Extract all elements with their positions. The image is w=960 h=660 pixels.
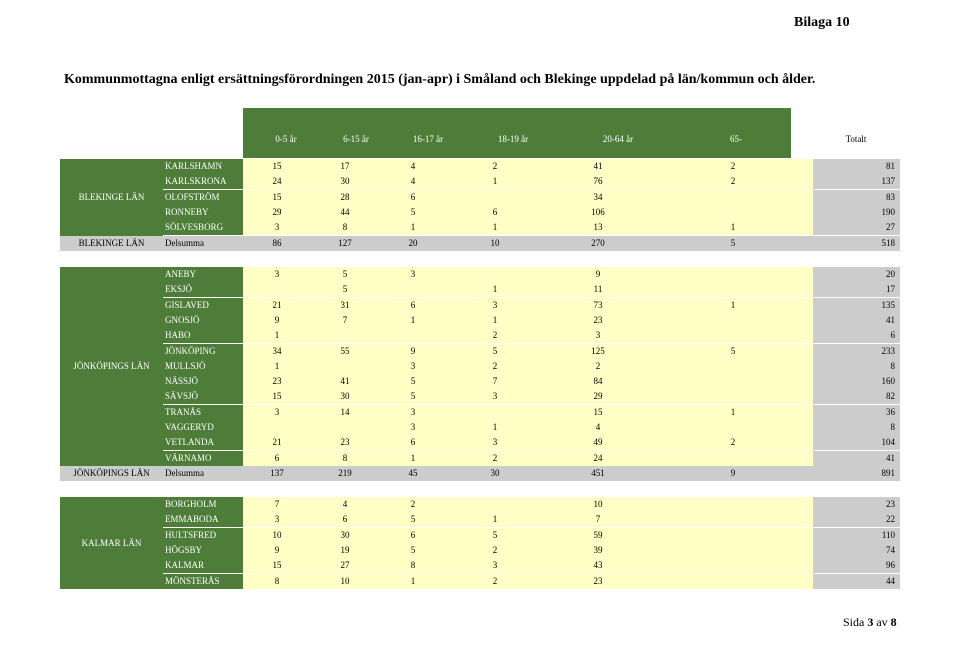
value-cell: 39	[543, 543, 653, 558]
value-cell: 27	[311, 558, 379, 573]
table-row	[60, 512, 900, 527]
value-cell: 1	[379, 451, 447, 466]
value-cell	[653, 512, 813, 527]
value-cell: 9	[543, 267, 653, 282]
value-cell: 55	[311, 344, 379, 359]
value-cell: 30	[311, 389, 379, 404]
total-cell: 27	[813, 220, 900, 235]
value-cell: 8	[243, 574, 311, 589]
value-cell: 6	[379, 298, 447, 313]
table-row	[60, 558, 900, 573]
total-cell: 74	[813, 543, 900, 558]
total-cell: 518	[813, 236, 900, 251]
value-cell: 34	[243, 344, 311, 359]
value-cell	[447, 190, 543, 205]
table-row	[60, 267, 900, 282]
value-cell: 15	[243, 159, 311, 174]
kommun-name: GNOSJÖ	[163, 313, 243, 328]
total-cell: 22	[813, 512, 900, 527]
kommun-name: KARLSHAMN	[163, 159, 243, 174]
value-cell: 44	[311, 205, 379, 220]
value-cell	[379, 328, 447, 343]
value-cell: 2	[379, 497, 447, 512]
value-cell: 3	[243, 512, 311, 527]
value-cell: 137	[243, 466, 311, 481]
total-cell: 6	[813, 328, 900, 343]
value-cell: 2	[653, 159, 813, 174]
value-cell: 5	[653, 344, 813, 359]
kommun-name: BORGHOLM	[163, 497, 243, 512]
value-cell: 49	[543, 435, 653, 450]
value-cell	[653, 558, 813, 573]
value-cell: 11	[543, 282, 653, 297]
kommun-name: HABO	[163, 328, 243, 343]
value-cell: 84	[543, 374, 653, 389]
value-cell: 15	[243, 389, 311, 404]
value-cell	[379, 282, 447, 297]
value-cell	[447, 405, 543, 420]
value-cell: 3	[447, 298, 543, 313]
value-cell	[653, 497, 813, 512]
value-cell	[653, 267, 813, 282]
total-cell: 891	[813, 466, 900, 481]
value-cell	[311, 328, 379, 343]
table-row	[60, 328, 900, 343]
value-cell: 24	[543, 451, 653, 466]
value-cell: 5	[379, 543, 447, 558]
subtotal-row	[60, 236, 900, 251]
value-cell	[653, 282, 813, 297]
value-cell	[653, 574, 813, 589]
value-cell: 3	[379, 405, 447, 420]
value-cell: 28	[311, 190, 379, 205]
value-cell: 30	[311, 174, 379, 189]
table-row	[60, 220, 900, 235]
value-cell	[653, 374, 813, 389]
value-cell: 1	[447, 174, 543, 189]
value-cell: 10	[543, 497, 653, 512]
value-cell: 20	[379, 236, 447, 251]
value-cell: 5	[311, 282, 379, 297]
value-cell	[653, 528, 813, 543]
col-header-6-15: 6-15 år	[343, 134, 369, 144]
lan-label: JÖNKÖPINGS LÄN	[60, 267, 163, 466]
value-cell: 1	[447, 313, 543, 328]
value-cell: 30	[447, 466, 543, 481]
col-header-0-5: 0-5 år	[275, 134, 297, 144]
table-row	[60, 420, 900, 435]
value-cell: 1	[447, 420, 543, 435]
value-cell: 5	[653, 236, 813, 251]
total-cell: 8	[813, 359, 900, 374]
table-row	[60, 344, 900, 359]
table-row	[60, 359, 900, 374]
total-cell: 81	[813, 159, 900, 174]
value-cell: 106	[543, 205, 653, 220]
total-cell: 41	[813, 451, 900, 466]
total-cell: 233	[813, 344, 900, 359]
kommun-name: MULLSJÖ	[163, 359, 243, 374]
value-cell	[243, 420, 311, 435]
value-cell: 4	[543, 420, 653, 435]
value-cell	[447, 497, 543, 512]
value-cell: 3	[543, 328, 653, 343]
value-cell: 2	[447, 159, 543, 174]
value-cell: 6	[379, 190, 447, 205]
total-cell: 160	[813, 374, 900, 389]
value-cell: 59	[543, 528, 653, 543]
value-cell: 10	[447, 236, 543, 251]
value-cell: 6	[379, 528, 447, 543]
total-cell: 20	[813, 267, 900, 282]
value-cell: 2	[447, 543, 543, 558]
table-row	[60, 298, 900, 313]
kommun-name: VÄRNAMO	[163, 451, 243, 466]
footer-mid: av	[873, 615, 891, 629]
col-header-16-17: 16-17 år	[412, 134, 444, 144]
value-cell	[653, 543, 813, 558]
value-cell: 7	[311, 313, 379, 328]
value-cell: 1	[379, 220, 447, 235]
subtotal-label: Delsumma	[163, 236, 243, 251]
value-cell	[653, 420, 813, 435]
kommun-name: HULTSFRED	[163, 528, 243, 543]
total-cell: 190	[813, 205, 900, 220]
value-cell: 3	[243, 220, 311, 235]
value-cell: 1	[243, 328, 311, 343]
col-header-20-64: 20-64 år	[602, 134, 634, 144]
value-cell: 3	[243, 267, 311, 282]
value-cell: 3	[379, 359, 447, 374]
value-cell: 1	[447, 220, 543, 235]
value-cell	[311, 420, 379, 435]
value-cell: 1	[379, 574, 447, 589]
value-cell	[653, 451, 813, 466]
lan-label: KALMAR LÄN	[60, 497, 163, 589]
value-cell: 31	[311, 298, 379, 313]
kommun-name: SÄVSJÖ	[163, 389, 243, 404]
appendix-label: Bilaga 10	[794, 15, 850, 30]
value-cell: 1	[243, 359, 311, 374]
table-row	[60, 497, 900, 512]
value-cell: 270	[543, 236, 653, 251]
table-row	[60, 389, 900, 404]
table-row	[60, 574, 900, 589]
value-cell: 14	[311, 405, 379, 420]
value-cell: 10	[243, 528, 311, 543]
value-cell	[653, 389, 813, 404]
value-cell: 1	[653, 220, 813, 235]
footer-page-number: 3	[867, 615, 874, 629]
value-cell: 23	[311, 435, 379, 450]
total-cell: 82	[813, 389, 900, 404]
kommun-name: TRANÅS	[163, 405, 243, 420]
table-row	[60, 174, 900, 189]
value-cell: 7	[543, 512, 653, 527]
value-cell: 219	[311, 466, 379, 481]
kommun-name: VETLANDA	[163, 435, 243, 450]
value-cell	[653, 190, 813, 205]
value-cell: 24	[243, 174, 311, 189]
value-cell: 13	[543, 220, 653, 235]
total-cell: 36	[813, 405, 900, 420]
total-cell: 137	[813, 174, 900, 189]
value-cell: 6	[379, 435, 447, 450]
value-cell: 17	[311, 159, 379, 174]
value-cell: 9	[379, 344, 447, 359]
kommun-name: GISLAVED	[163, 298, 243, 313]
value-cell: 3	[379, 420, 447, 435]
kommun-name: EMMABODA	[163, 512, 243, 527]
value-cell: 45	[379, 466, 447, 481]
subtotal-lan-label: JÖNKÖPINGS LÄN	[60, 466, 163, 481]
kommun-name: KALMAR	[163, 558, 243, 573]
value-cell: 21	[243, 298, 311, 313]
value-cell: 23	[543, 574, 653, 589]
value-cell: 2	[543, 359, 653, 374]
kommun-name: OLOFSTRÖM	[163, 190, 243, 205]
table-row	[60, 374, 900, 389]
value-cell: 3	[447, 558, 543, 573]
header-background	[243, 108, 791, 158]
value-cell: 86	[243, 236, 311, 251]
value-cell: 1	[447, 512, 543, 527]
value-cell: 2	[447, 359, 543, 374]
value-cell: 5	[311, 267, 379, 282]
kommun-name: SÖLVESBORG	[163, 220, 243, 235]
value-cell: 5	[379, 374, 447, 389]
value-cell: 6	[311, 512, 379, 527]
value-cell: 23	[543, 313, 653, 328]
value-cell: 4	[311, 497, 379, 512]
value-cell: 15	[243, 190, 311, 205]
value-cell	[243, 282, 311, 297]
value-cell: 1	[379, 313, 447, 328]
kommun-name: NÄSSJÖ	[163, 374, 243, 389]
kommun-name: KARLSKRONA	[163, 174, 243, 189]
kommun-name: JÖNKÖPING	[163, 344, 243, 359]
value-cell: 9	[243, 543, 311, 558]
value-cell: 3	[379, 267, 447, 282]
value-cell: 10	[311, 574, 379, 589]
total-cell: 104	[813, 435, 900, 450]
value-cell: 5	[379, 205, 447, 220]
value-cell: 2	[653, 435, 813, 450]
value-cell: 34	[543, 190, 653, 205]
subtotal-label: Delsumma	[163, 466, 243, 481]
value-cell: 29	[243, 205, 311, 220]
col-header-18-19: 18-19 år	[497, 134, 529, 144]
value-cell: 8	[379, 558, 447, 573]
value-cell	[311, 359, 379, 374]
value-cell: 15	[543, 405, 653, 420]
table-row	[60, 190, 900, 205]
value-cell: 1	[447, 282, 543, 297]
table-row	[60, 205, 900, 220]
value-cell	[447, 267, 543, 282]
table-row	[60, 528, 900, 543]
value-cell	[653, 328, 813, 343]
table-row	[60, 313, 900, 328]
kommun-name: VAGGERYD	[163, 420, 243, 435]
value-cell: 15	[243, 558, 311, 573]
value-cell: 2	[447, 451, 543, 466]
value-cell: 23	[243, 374, 311, 389]
value-cell: 1	[653, 405, 813, 420]
table-row	[60, 451, 900, 466]
table-header	[60, 108, 900, 158]
value-cell: 9	[653, 466, 813, 481]
total-cell: 23	[813, 497, 900, 512]
kommun-name: HÖGSBY	[163, 543, 243, 558]
total-cell: 17	[813, 282, 900, 297]
table-row	[60, 405, 900, 420]
value-cell: 125	[543, 344, 653, 359]
table-row	[60, 282, 900, 297]
value-cell: 41	[311, 374, 379, 389]
footer-prefix: Sida	[843, 615, 868, 629]
table-row	[60, 435, 900, 450]
value-cell: 7	[243, 497, 311, 512]
value-cell: 3	[447, 435, 543, 450]
value-cell: 451	[543, 466, 653, 481]
value-cell: 1	[653, 298, 813, 313]
value-cell: 8	[311, 220, 379, 235]
value-cell: 19	[311, 543, 379, 558]
value-cell: 5	[447, 528, 543, 543]
value-cell: 6	[243, 451, 311, 466]
value-cell: 4	[379, 174, 447, 189]
total-cell: 44	[813, 574, 900, 589]
value-cell: 21	[243, 435, 311, 450]
table-row	[60, 159, 900, 174]
total-cell: 135	[813, 298, 900, 313]
value-cell: 43	[543, 558, 653, 573]
kommun-name: MÖNSTERÅS	[163, 574, 243, 589]
value-cell: 7	[447, 374, 543, 389]
kommun-name: RONNEBY	[163, 205, 243, 220]
value-cell: 3	[447, 389, 543, 404]
lan-label: BLEKINGE LÄN	[60, 159, 163, 236]
page-title: Kommunmottagna enligt ersättningsförordningen 2015 (jan-apr) i Småland och Blekinge uppdelad på län/kommun och ålder.	[64, 72, 816, 87]
table-row	[60, 543, 900, 558]
page-footer	[843, 615, 897, 630]
value-cell	[653, 359, 813, 374]
value-cell: 41	[543, 159, 653, 174]
value-cell: 2	[653, 174, 813, 189]
col-header-65: 65-	[730, 134, 742, 144]
total-cell: 83	[813, 190, 900, 205]
value-cell: 127	[311, 236, 379, 251]
total-cell: 96	[813, 558, 900, 573]
value-cell: 9	[243, 313, 311, 328]
value-cell	[653, 205, 813, 220]
value-cell: 76	[543, 174, 653, 189]
total-cell: 110	[813, 528, 900, 543]
subtotal-row	[60, 466, 900, 481]
value-cell: 6	[447, 205, 543, 220]
value-cell: 5	[379, 512, 447, 527]
total-cell: 41	[813, 313, 900, 328]
total-cell: 8	[813, 420, 900, 435]
kommun-name: ANEBY	[163, 267, 243, 282]
value-cell: 29	[543, 389, 653, 404]
subtotal-lan-label: BLEKINGE LÄN	[60, 236, 163, 251]
value-cell: 2	[447, 574, 543, 589]
value-cell	[653, 313, 813, 328]
value-cell: 5	[379, 389, 447, 404]
value-cell: 4	[379, 159, 447, 174]
col-header-totalt: Totalt	[845, 134, 867, 144]
value-cell: 30	[311, 528, 379, 543]
value-cell: 8	[311, 451, 379, 466]
footer-total-pages: 8	[890, 615, 897, 629]
kommun-name: EKSJÖ	[163, 282, 243, 297]
value-cell: 2	[447, 328, 543, 343]
value-cell: 5	[447, 344, 543, 359]
value-cell: 73	[543, 298, 653, 313]
value-cell: 3	[243, 405, 311, 420]
